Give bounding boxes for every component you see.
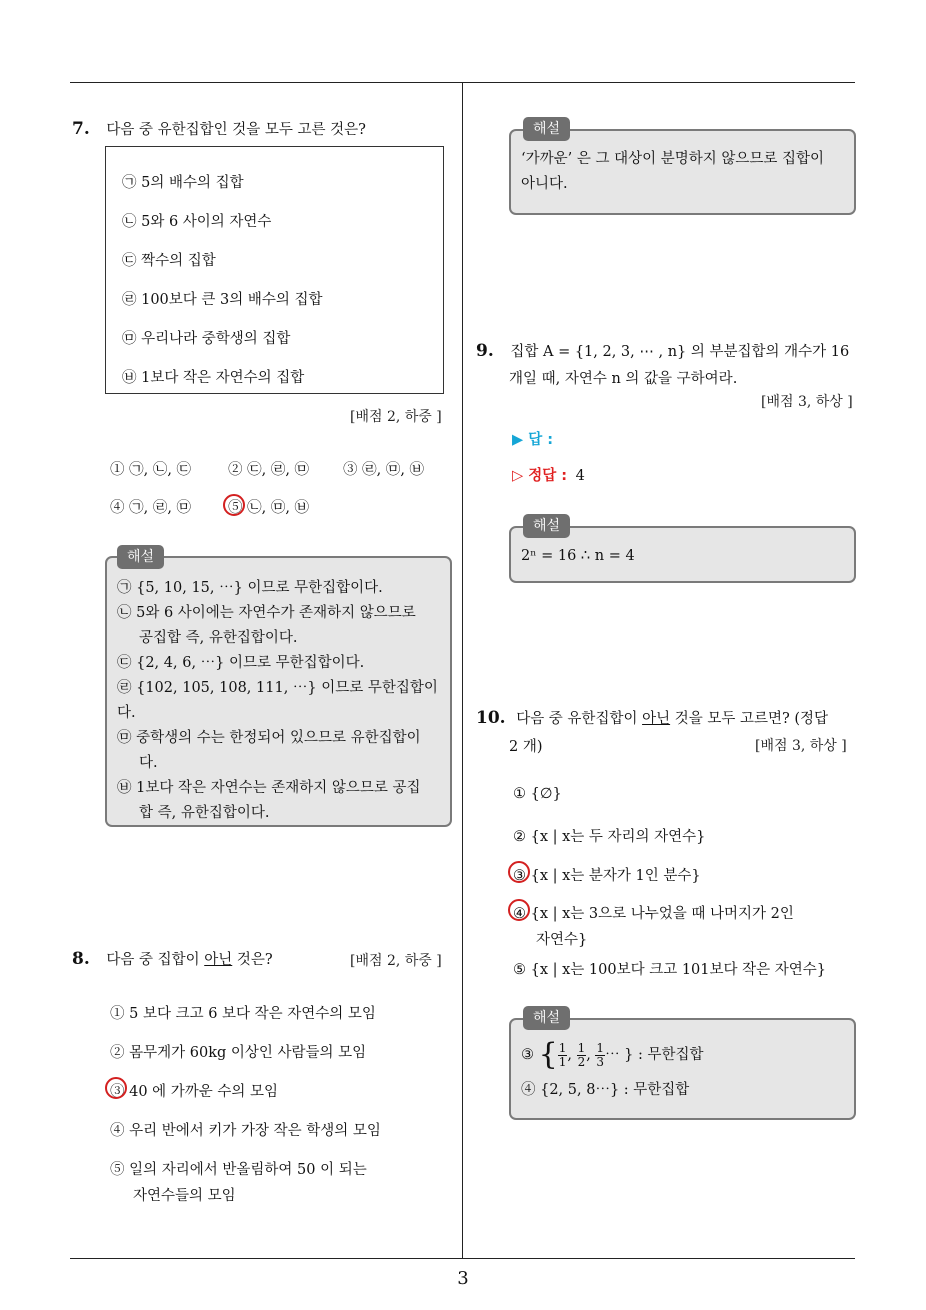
q9-solution-line: 2ⁿ = 16 ∴ n = 4	[521, 548, 635, 564]
q8-choice-5[interactable]: ⑤ 일의 자리에서 반올림하여 50 이 되는	[110, 1162, 367, 1178]
q10-solution-box	[509, 1018, 856, 1120]
q7-header	[72, 118, 366, 139]
q8-score: [배점 2, 하중 ]	[350, 953, 442, 969]
q7-solution-line: ㉡ 5와 6 사이에는 자연수가 존재하지 않으므로	[117, 605, 416, 621]
q7-item: ㉠ 5의 배수의 집합	[122, 175, 244, 191]
q8-header	[72, 948, 273, 969]
q9-score: [배점 3, 하상 ]	[761, 394, 853, 410]
q7-solution-line: ㉠ {5, 10, 15, ⋯} 이므로 무한집합이다.	[117, 580, 383, 596]
q9-number: 9.	[476, 341, 494, 361]
q8-choice-4[interactable]: ④ 우리 반에서 키가 가장 작은 학생의 모임	[110, 1123, 381, 1139]
q7-solution-line: ㉢ {2, 4, 6, ⋯} 이므로 무한집합이다.	[117, 655, 365, 671]
q8-choice-2[interactable]: ② 몸무게가 60kg 이상인 사람들의 모임	[110, 1045, 367, 1061]
q7-item-box	[105, 146, 444, 394]
q9-solution-tag: 해설	[523, 514, 570, 538]
answer-circle-mark	[223, 494, 245, 516]
q7-choice-3[interactable]: ③ ㉣, ㉤, ㉥	[343, 462, 425, 478]
q7-item: ㉥ 1보다 작은 자연수의 집합	[122, 370, 305, 386]
q7-number: 7.	[72, 119, 90, 139]
q7-text: 다음 중 유한집합인 것을 모두 고른 것은?	[106, 122, 366, 138]
q8-text: 다음 중 집합이 아닌 것은?	[106, 952, 273, 968]
q9-answer-field[interactable]: ▶ 답 :	[512, 432, 554, 448]
q7-item: ㉤ 우리나라 중학생의 집합	[122, 331, 291, 347]
q9-line-2: 개일 때, 자연수 n 의 값을 구하여라.	[509, 371, 738, 387]
q7-solution-tag: 해설	[117, 545, 164, 569]
q7-item: ㉣ 100보다 큰 3의 배수의 집합	[122, 292, 323, 308]
q7-item: ㉡ 5와 6 사이의 자연수	[122, 214, 272, 230]
q10-line-1: 다음 중 유한집합이 아닌 것을 모두 고르면? (정답	[516, 711, 829, 727]
bottom-rule	[70, 1258, 855, 1259]
column-divider	[462, 82, 463, 1258]
q7-solution-line: 다.	[139, 755, 158, 771]
q10-solution-line-3: ③ { $\frac{1}{1}$ , $\frac{1}{2}$ , $\frac{1}{3}$ ⋯ } : 무한집합	[521, 1037, 704, 1072]
q7-solution-line: ㉥ 1보다 작은 자연수는 존재하지 않으므로 공집	[117, 780, 421, 796]
q7-choice-4[interactable]: ④ ㉠, ㉣, ㉤	[110, 500, 192, 516]
q10-solution-line-4: ④ {2, 5, 8⋯} : 무한집합	[521, 1082, 690, 1098]
page-number: 3	[457, 1268, 469, 1289]
q8-solution-box	[509, 129, 856, 215]
q7-choice-5[interactable]: ⑤ ㉡, ㉤, ㉥	[228, 500, 310, 516]
q9-correct-answer: ▷ 정답 : 4	[512, 468, 585, 484]
q7-score: [배점 2, 하중 ]	[350, 409, 442, 425]
q9-line-1: 집합 A = {1, 2, 3, ⋯ , n} 의 부분집합의 개수가 16	[510, 344, 850, 360]
q7-solution-line: 공집합 즉, 유한집합이다.	[139, 630, 298, 646]
q10-choice-4-cont: 자연수}	[536, 932, 588, 948]
q10-number: 10.	[476, 708, 506, 728]
q10-score: [배점 3, 하상 ]	[755, 738, 847, 754]
q7-solution-line: 합 즉, 유한집합이다.	[139, 805, 270, 821]
q8-choice-3[interactable]: ③ 40 에 가까운 수의 모임	[110, 1084, 279, 1100]
q10-choice-3[interactable]: ③ {x | x는 분자가 1인 분수}	[513, 868, 701, 884]
q7-choice-1[interactable]: ① ㉠, ㉡, ㉢	[110, 462, 192, 478]
q8-choice-1[interactable]: ① 5 보다 크고 6 보다 작은 자연수의 모임	[110, 1006, 376, 1022]
q7-solution-box	[105, 556, 452, 827]
q7-solution-line: ㉤ 중학생의 수는 한정되어 있으므로 유한집합이	[117, 730, 421, 746]
q8-solution-tag: 해설	[523, 117, 570, 141]
q10-solution-tag: 해설	[523, 1006, 570, 1030]
q8-choice-5-cont: 자연수들의 모임	[133, 1188, 236, 1204]
q10-line-2: 2 개)	[509, 739, 543, 755]
answer-circle-mark	[105, 1077, 127, 1099]
q7-item: ㉢ 짝수의 집합	[122, 253, 216, 269]
q10-header	[476, 707, 828, 728]
q8-solution-line: 아니다.	[521, 176, 568, 192]
q9-header	[476, 340, 849, 361]
q10-choice-5[interactable]: ⑤ {x | x는 100보다 크고 101보다 작은 자연수}	[513, 962, 826, 978]
q7-choice-2[interactable]: ② ㉢, ㉣, ㉤	[228, 462, 310, 478]
q8-solution-line: ‘가까운’ 은 그 대상이 분명하지 않으므로 집합이	[521, 151, 825, 167]
answer-circle-mark	[508, 861, 530, 883]
q8-number: 8.	[72, 949, 90, 969]
q10-choice-2[interactable]: ② {x | x는 두 자리의 자연수}	[513, 829, 706, 845]
q10-choice-4[interactable]: ④ {x | x는 3으로 나누었을 때 나머지가 2인	[513, 906, 794, 922]
q10-choice-1[interactable]: ① {∅}	[513, 786, 562, 802]
answer-circle-mark	[508, 899, 530, 921]
q7-solution-line: ㉣ {102, 105, 108, 111, ⋯} 이므로 무한집합이다.	[117, 680, 438, 721]
